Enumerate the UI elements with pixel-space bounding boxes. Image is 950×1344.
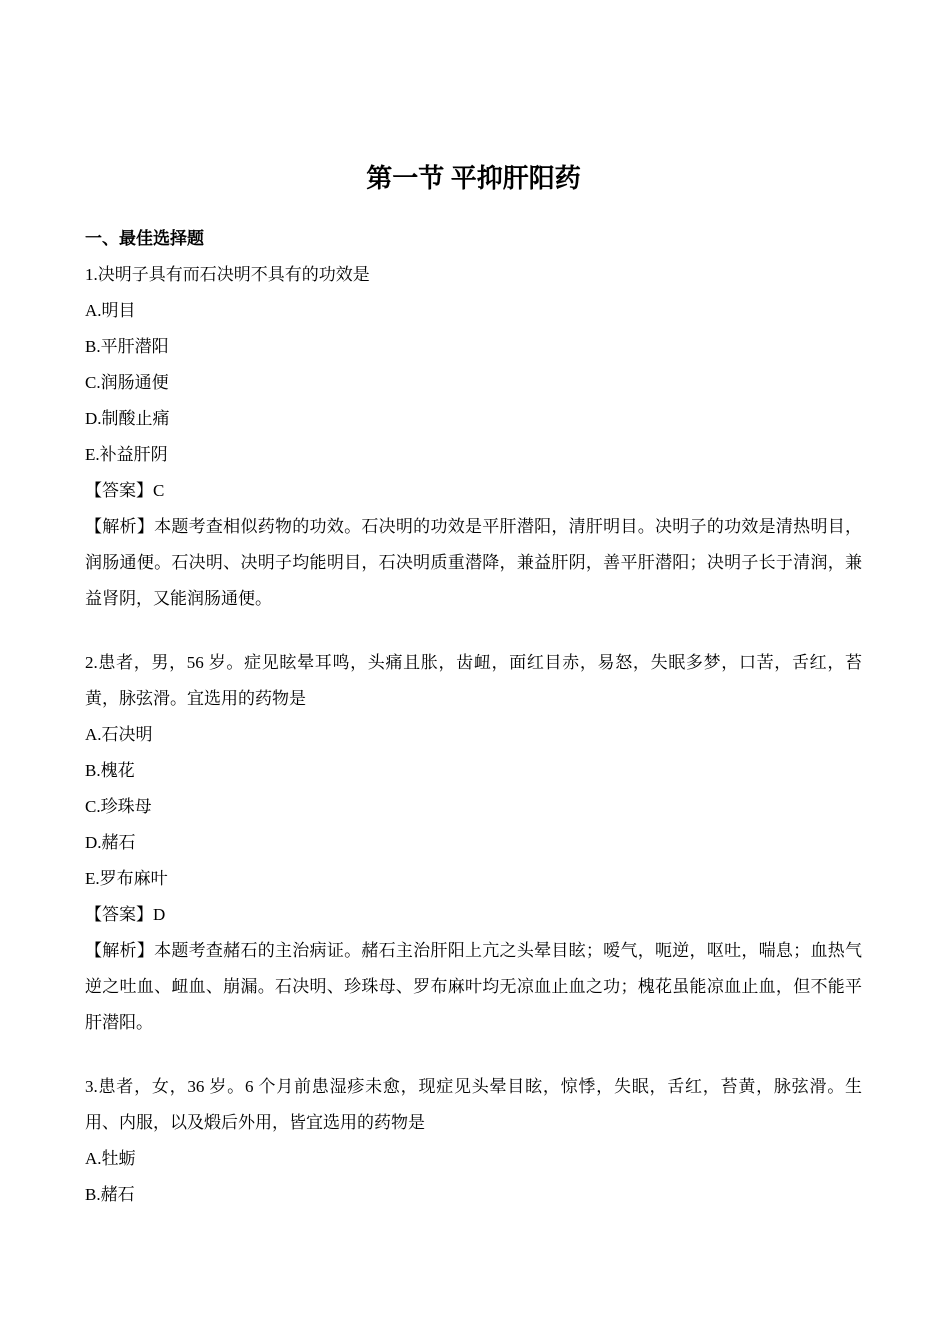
question-1-stem: 1.决明子具有而石决明不具有的功效是: [85, 265, 370, 284]
question-2-option-c: C.珍珠母: [85, 797, 152, 816]
question-3-option-b: B.赭石: [85, 1185, 135, 1204]
question-1-answer: 【答案】C: [85, 481, 165, 500]
question-1-option-c: C.润肠通便: [85, 373, 169, 392]
question-3: [85, 1069, 862, 1213]
question-1-option-e: E.补益肝阴: [85, 445, 168, 464]
question-2: [85, 645, 862, 1041]
block-gap: [85, 1041, 862, 1069]
section-heading: 一、最佳选择题: [85, 229, 204, 248]
question-2-answer: 【答案】D: [85, 905, 166, 924]
question-2-option-d: D.赭石: [85, 833, 136, 852]
question-3-stem: 3.患者，女，36 岁。6 个月前患湿疹未愈，现症见头晕目眩，惊悸，失眠，舌红，苔黄，脉弦滑。生用、内服，以及煅后外用，皆宜选用的药物是: [85, 1077, 862, 1132]
question-2-analysis: 【解析】本题考查赭石的主治病证。赭石主治肝阳上亢之头晕目眩；嗳气，呃逆，呕吐，喘息；血热气逆之吐血、衄血、崩漏。石决明、珍珠母、罗布麻叶均无凉血止血之功；槐花虽能凉血止血，但不能平肝潜阳。: [85, 941, 862, 1032]
question-1: [85, 257, 862, 617]
block-gap: [85, 617, 862, 645]
doc-title: 第一节 平抑肝阳药: [366, 164, 581, 193]
question-1-option-d: D.制酸止痛: [85, 409, 170, 428]
question-1-analysis: 【解析】本题考查相似药物的功效。石决明的功效是平肝潜阳，清肝明目。决明子的功效是清热明目，润肠通便。石决明、决明子均能明目，石决明质重潜降，兼益肝阴，善平肝潜阳；决明子长于清润，兼益肾阴，又能润肠通便。: [85, 517, 862, 608]
question-2-stem: 2.患者，男，56 岁。症见眩晕耳鸣，头痛且胀，齿衄，面红目赤，易怒，失眠多梦，口苦，舌红，苔黄，脉弦滑。宜选用的药物是: [85, 653, 862, 708]
question-2-option-e: E.罗布麻叶: [85, 869, 168, 888]
question-2-option-b: B.槐花: [85, 761, 135, 780]
question-3-option-a: A.牡蛎: [85, 1149, 136, 1168]
question-1-option-a: A.明目: [85, 301, 136, 320]
question-1-option-b: B.平肝潜阳: [85, 337, 169, 356]
question-2-option-a: A.石决明: [85, 725, 153, 744]
